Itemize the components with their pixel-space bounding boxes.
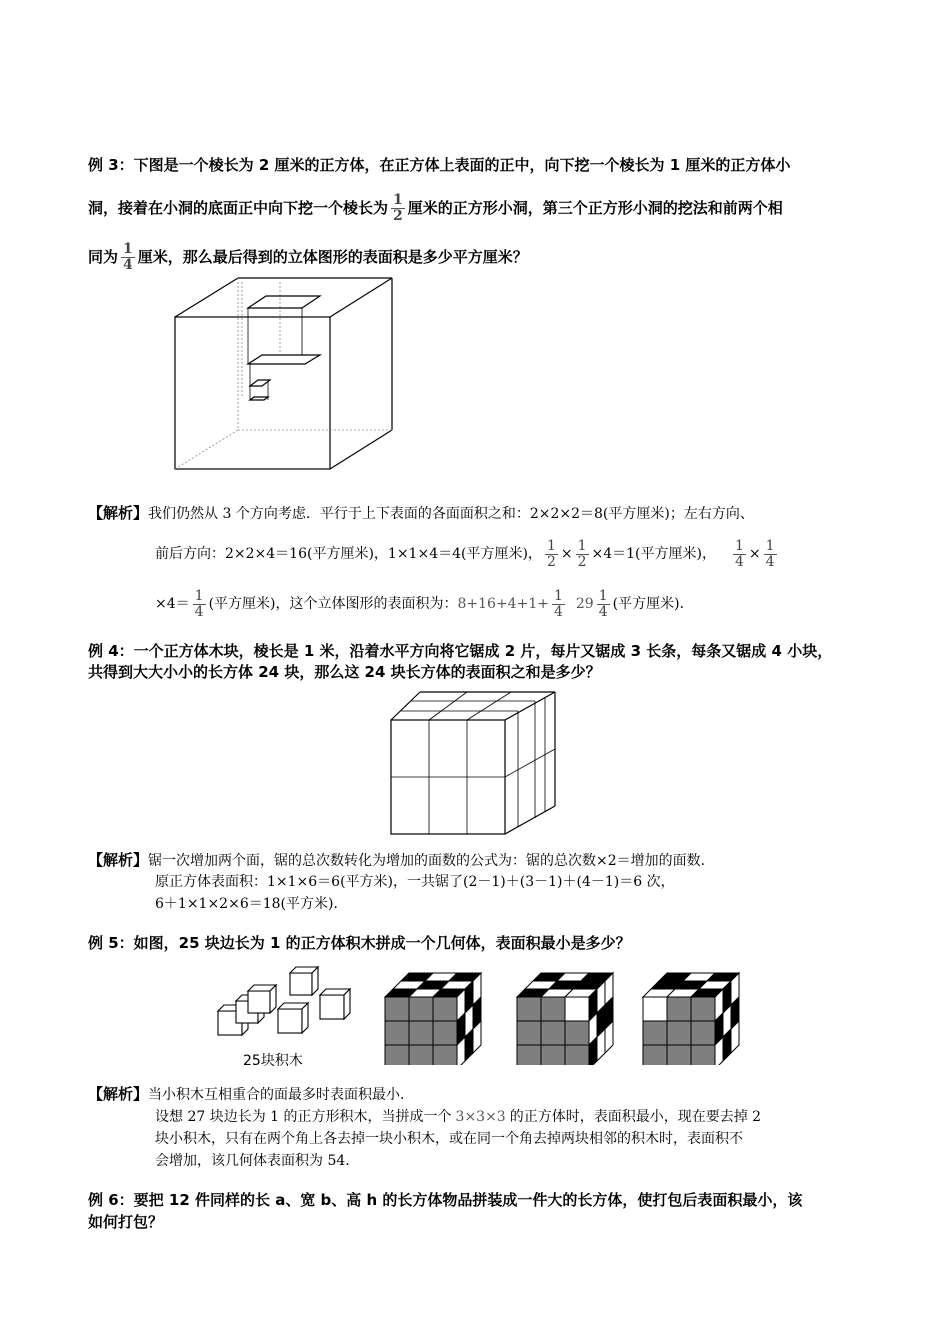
fraction-quarter: $\frac{1}{4}$ xyxy=(123,240,133,273)
ex3-sum-expression: 8+16+4+1+ xyxy=(457,596,549,612)
times-sign: × xyxy=(560,546,573,562)
solution-label: 【解析】 xyxy=(88,1085,149,1103)
ex5-solution-line2 xyxy=(155,1106,761,1128)
ex3-sol2-text-b: ×4＝1(平方厘米)， xyxy=(591,546,716,562)
fraction-quarter: $\frac{1}{4}$ xyxy=(553,587,563,620)
ex3-q3-text-a: 同为 xyxy=(88,248,119,266)
ex5-solution-line4: 会增加，该几何体表面积为 54. xyxy=(155,1153,350,1169)
fraction-quarter: $\frac{1}{4}$ xyxy=(734,537,744,570)
ex5-sol2-text-c: 的正方体时，表面积最小，现在要去掉 2 xyxy=(509,1109,762,1125)
ex3-result-whole: 29 xyxy=(575,596,594,612)
fraction-half: $\frac{1}{2}$ xyxy=(546,537,556,570)
ex3-cube-figure xyxy=(170,272,400,472)
fraction-quarter: $\frac{1}{4}$ xyxy=(765,537,775,570)
ex3-sol2-text-a: 前后方向：2×2×4＝16(平方厘米)，1×1×4＝4(平方厘米)， xyxy=(155,546,542,562)
fraction-quarter: $\frac{1}{4}$ xyxy=(194,587,204,620)
ex5-scattered-blocks-figure xyxy=(212,965,360,1043)
fraction-half: $\frac{1}{2}$ xyxy=(577,537,587,570)
ex3-question-line1: 例 3：下图是一个棱长为 2 厘米的正方体，在正方体上表面的正中，向下挖一个棱长为 1 厘米的正方体小 xyxy=(88,156,791,174)
ex4-question-line2: 共得到大大小小的长方体 24 块，那么这 24 块长方体的表面积之和是多少？ xyxy=(88,663,601,681)
ex5-question-line1: 例 5：如图，25 块边长为 1 的正方体积木拼成一个几何体，表面积最小是多少？ xyxy=(88,934,631,952)
ex3-sol1-text: 我们仍然从 3 个方向考虑．平行于上下表面的各面面积之和：2×2×2＝8(平方厘米)；左右方向、 xyxy=(148,506,754,522)
ex3-solution-line1 xyxy=(88,502,754,525)
ex4-question-line1: 例 4：一个正方体木块，棱长是 1 米，沿着水平方向将它锯成 2 片，每片又锯成 3 长条，每条又锯成 4 小块， xyxy=(88,642,833,660)
ex4-solution-line3: 6＋1×1×2×6＝18(平方米)． xyxy=(155,896,348,912)
ex3-sol3-text-c: (平方厘米)． xyxy=(612,596,694,612)
ex5-solution-line1 xyxy=(88,1083,414,1106)
ex4-solution-line2: 原正方体表面积：1×1×6＝6(平方米)，一共锯了(2－1)＋(3－1)＋(4－1)＝6 次， xyxy=(155,874,675,890)
ex5-cube-removed-a xyxy=(515,970,615,1065)
ex6-question-line1: 例 6：要把 12 件同样的长 a、宽 b、高 h 的长方体物品拼装成一件大的长方体，使打包后表面积最小，该 xyxy=(88,1191,803,1209)
ex6-question-line2: 如何打包？ xyxy=(88,1213,164,1231)
ex4-sol1-text: 锯一次增加两个面，锯的总次数转化为增加的面数的公式为：锯的总次数×2＝增加的面数． xyxy=(148,853,715,869)
ex5-solution-line3: 块小积木，只有在两个角上各去掉一块小积木，或在同一个角去掉两块相邻的积木时，表面积不 xyxy=(155,1131,743,1147)
ex3-sol3-text-a: ×4＝ xyxy=(155,596,190,612)
ex3-sol3-text-b: (平方厘米)，这个立体图形的表面积为： xyxy=(208,596,458,612)
ex3-solution-line2 xyxy=(155,528,780,580)
fraction-half: $\frac{1}{2}$ xyxy=(393,191,403,224)
solution-label: 【解析】 xyxy=(88,851,149,869)
times-sign: × xyxy=(748,546,761,562)
ex5-cube-dimension: 3×3×3 xyxy=(455,1109,506,1125)
ex3-q2-text-b: 厘米的正方形小洞，第三个正方形小洞的挖法和前两个相 xyxy=(407,199,783,217)
ex5-cube-full xyxy=(383,970,483,1065)
ex5-sol2-text-a: 设想 27 块边长为 1 的正方形积木，当拼成一个 xyxy=(155,1109,452,1125)
ex3-q3-text-b: 厘米，那么最后得到的立体图形的表面积是多少平方厘米？ xyxy=(137,248,528,266)
ex4-solution-line1 xyxy=(88,849,715,872)
ex5-cube-removed-b xyxy=(641,970,741,1065)
ex3-solution-line3 xyxy=(155,578,694,630)
solution-label: 【解析】 xyxy=(88,504,149,522)
ex5-sol1-text: 当小积木互相重合的面最多时表面积最小． xyxy=(148,1087,415,1103)
ex4-cube-figure xyxy=(385,688,560,838)
ex3-question-line2 xyxy=(88,183,783,233)
ex3-q2-text-a: 洞，接着在小洞的底面正中向下挖一个棱长为 xyxy=(88,199,389,217)
fraction-quarter: $\frac{1}{4}$ xyxy=(598,587,608,620)
ex5-blocks-caption: 25块积木 xyxy=(243,1053,303,1069)
